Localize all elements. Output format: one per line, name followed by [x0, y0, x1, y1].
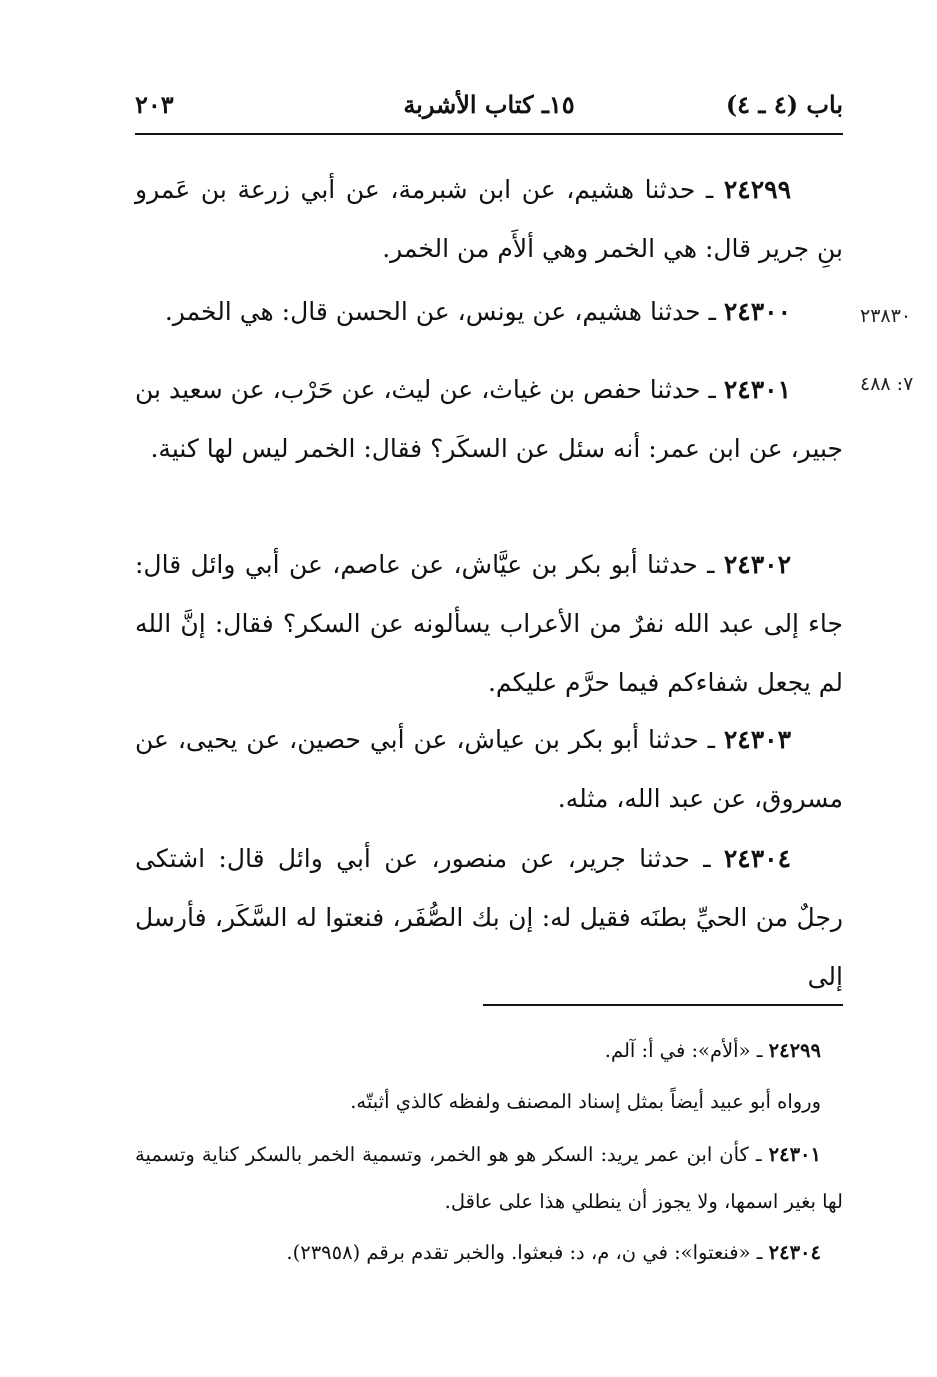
footnote-text: ـ «ألأم»: في أ: آلم.: [604, 1039, 769, 1062]
hadith-text: ـ حدثنا حفص بن غياث، عن ليث، عن حَرْب، عن سعيد بن جبير، عن ابن عمر: أنه سئل عن السكَر؟ فقال: الخمر ليس لها كنية.: [135, 375, 843, 463]
hadith-24301: [135, 360, 843, 478]
hadith-number: ٢٤٣٠٣: [723, 725, 791, 754]
cross-reference-24300: ٢٣٨٣٠: [860, 305, 912, 327]
footnote-number: ٢٤٢٩٩: [768, 1039, 821, 1062]
hadith-number: ٢٤٣٠٤: [723, 844, 791, 873]
footnote-text: ورواه أبو عبيد أيضاً بمثل إسناد المصنف ولفظه كالذي أثبتّه.: [350, 1090, 821, 1113]
footnote-text: ـ كأن ابن عمر يريد: السكر هو هو الخمر، وتسمية الخمر بالسكر كناية وتسمية لها بغير اسمها، ولا يجوز أن ينطلي هذا على عاقل.: [135, 1143, 843, 1213]
hadith-text: ـ حدثنا هشيم، عن يونس، عن الحسن قال: هي الخمر.: [164, 297, 724, 326]
footnote-24301: [135, 1131, 843, 1225]
hadith-24304: [135, 829, 843, 1006]
hadith-number: ٢٤٣٠٢: [723, 550, 791, 579]
footnote-text: ـ «فنعتوا»: في ن، م، د: فبعثوا. والخبر تقدم برقم (٢٣٩٥٨).: [286, 1241, 769, 1264]
footnote-24299: [135, 1027, 843, 1074]
book-title: ١٥ـ كتاب الأشربة: [403, 90, 575, 119]
hadith-number: ٢٤٢٩٩: [723, 175, 791, 204]
footnote-number: ٢٤٣٠٤: [768, 1241, 821, 1264]
cross-reference-24301: ٧: ٤٨٨: [860, 373, 914, 395]
hadith-text: ـ حدثنا أبو بكر بن عيَّاش، عن عاصم، عن أبي وائل قال: جاء إلى عبد الله نفرٌ من الأعراب يسألونه عن السكر؟ فقال: إنَّ الله لم يجعل شفاءكم فيما حرَّم عليكم.: [135, 550, 843, 697]
hadith-24300: [135, 282, 843, 341]
hadith-number: ٢٤٣٠٠: [723, 297, 791, 326]
hadith-24299: [135, 160, 843, 278]
chapter-title: باب (٤ ـ ٤): [725, 90, 843, 119]
hadith-24303: [135, 710, 843, 828]
hadith-text: ـ حدثنا أبو بكر بن عياش، عن أبي حصين، عن يحيى، عن مسروق، عن عبد الله، مثله.: [135, 725, 843, 813]
footnote-divider: [483, 1004, 843, 1006]
page-number: ٢٠٣: [135, 90, 174, 119]
footnote-continuation: [135, 1078, 843, 1125]
hadith-number: ٢٤٣٠١: [723, 375, 791, 404]
header-divider: [135, 133, 843, 135]
hadith-text: ـ حدثنا هشيم، عن ابن شبرمة، عن أبي زرعة بن عَمرو بنِ جرير قال: هي الخمر وهي ألأَم من الخمر.: [135, 175, 843, 263]
running-header: [135, 86, 843, 126]
footnote-number: ٢٤٣٠١: [768, 1143, 821, 1166]
hadith-text: ـ حدثنا جرير، عن منصور، عن أبي وائل قال: اشتكى رجلٌ من الحيِّ بطنَه فقيل له: إن بك الصُّفَر، فنعتوا له السَّكَر، فأرسل إلى: [135, 844, 843, 991]
hadith-24302: [135, 535, 843, 712]
footnote-24304: [135, 1229, 843, 1276]
